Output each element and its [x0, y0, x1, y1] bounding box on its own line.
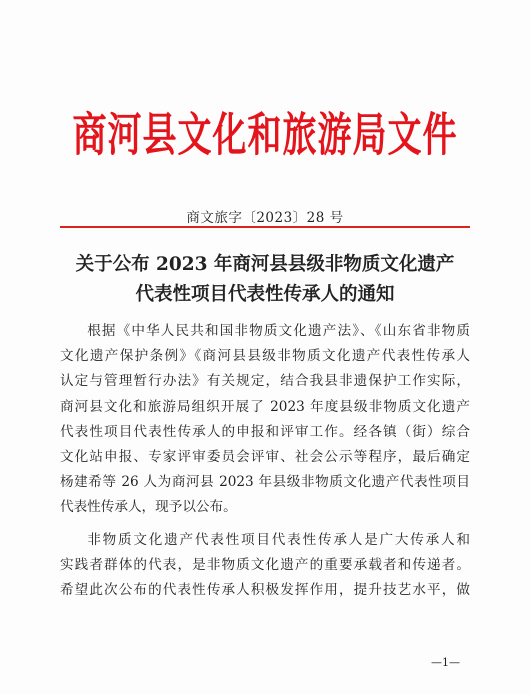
- body-line: 希望此次公布的代表性传承人积极发挥作用，提升技艺水平，做: [60, 582, 470, 599]
- body-line: 代表性传承人，现予以公布。: [60, 499, 237, 516]
- body-line: 杨建希等 26 人为商河县 2023 年县级非物质文化遗产代表性项目: [60, 474, 470, 491]
- page-number: —1—: [431, 656, 460, 669]
- body-paragraph: [60, 528, 470, 604]
- notice-title: [0, 250, 530, 310]
- notice-title-line: 关于公布 2023 年商河县县级非物质文化遗产: [75, 254, 455, 275]
- notice-title-line: 代表性项目代表性传承人的通知: [135, 284, 395, 305]
- body-line: 文化站申报、专家评审委员会评审、社会公示等程序，最后确定: [60, 449, 470, 466]
- body-line: 认定与管理暂行办法》有关规定，结合我县非遗保护工作实际，: [60, 373, 470, 390]
- body-paragraph: [60, 319, 470, 521]
- body-line: 商河县文化和旅游局组织开展了 2023 年度县级非物质文化遗产: [60, 398, 470, 415]
- issuer-masthead: 商河县文化和旅游局文件: [72, 108, 458, 163]
- document-number: 商文旅字〔2023〕28 号: [186, 210, 344, 226]
- body-line: 非物质文化遗产代表性项目代表性传承人是广大传承人和: [87, 531, 470, 548]
- body-line: 文化遗产保护条例》《商河县县级非物质文化遗产代表性传承人: [60, 348, 470, 365]
- body-line: 根据《中华人民共和国非物质文化遗产法》、《山东省非物质: [87, 323, 470, 339]
- notice-body: [60, 319, 470, 610]
- red-divider-rule: [60, 226, 470, 228]
- body-line: 实践者群体的代表，是非物质文化遗产的重要承载者和传递者。: [60, 556, 470, 573]
- body-line: 代表性项目代表性传承人的申报和评审工作。经各镇（街）综合: [60, 423, 470, 440]
